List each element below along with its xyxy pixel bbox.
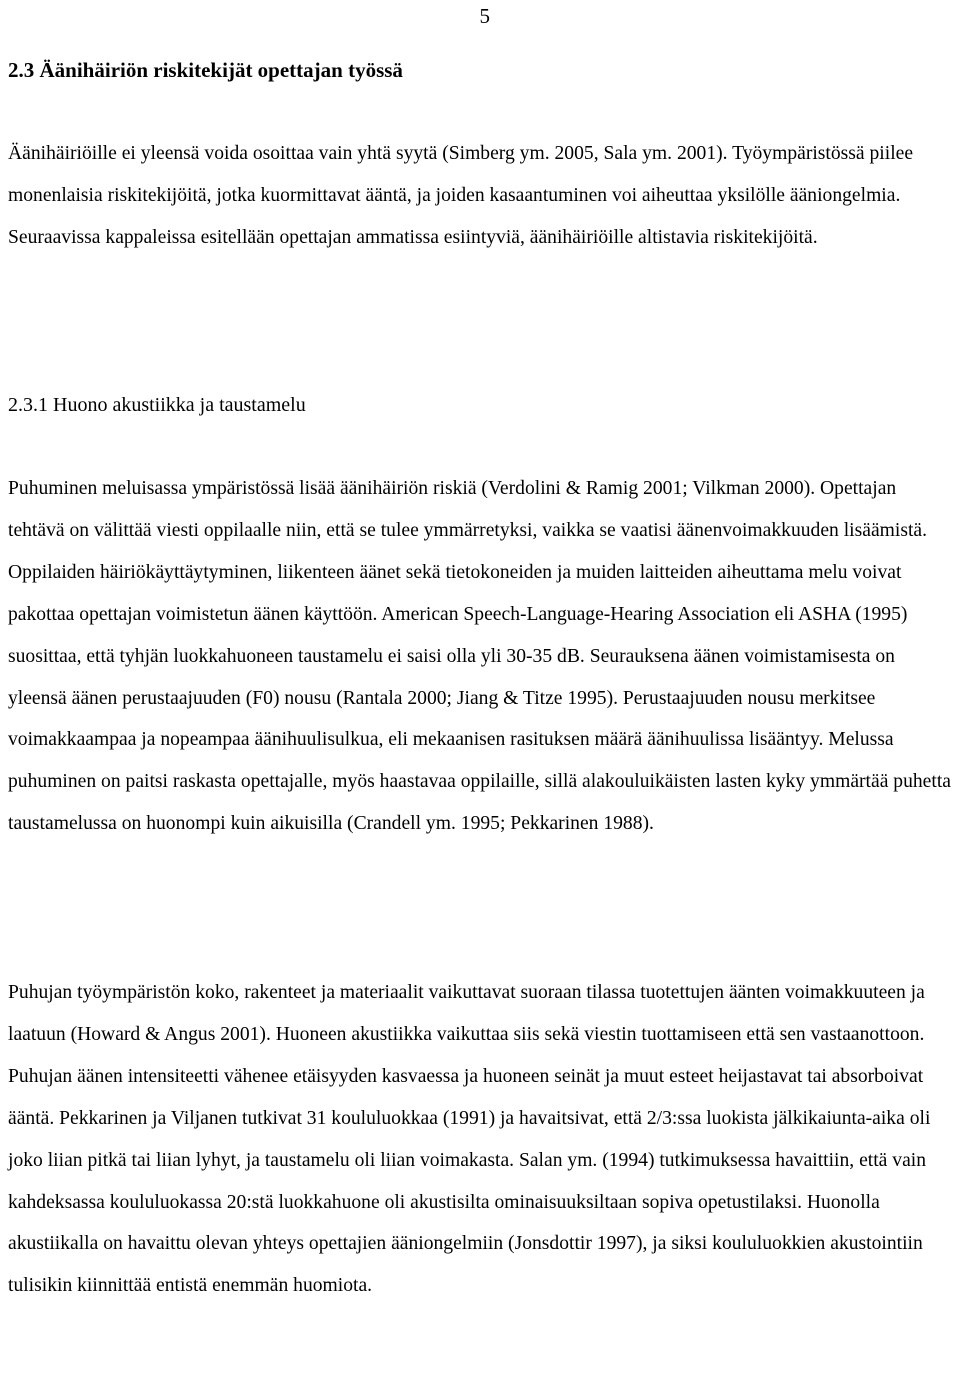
intro-paragraph: Äänihäiriöille ei yleensä voida osoittaa vain yhtä syytä (Simberg ym. 2005, Sala ym. 2001). Työympäristössä piilee monenlaisia riskitekijöitä, jotka kuormittavat ääntä, ja joiden kasaantuminen voi aiheuttaa yksilölle ääniongelmia. Seuraavissa kappaleissa esitellään opettajan ammatissa esiintyviä, äänihäiriöille altistavia riskitekijöitä. xyxy=(8,143,914,248)
page-number: 5 xyxy=(479,4,490,28)
acoustics-paragraph: Puhujan työympäristön koko, rakenteet ja materiaalit vaikuttavat suoraan tilassa tuotettujen äänten voimakkuuteen ja laatuun (Howard & Angus 2001). Huoneen akustiikka vaikuttaa siis sekä viestin tuottamiseen että sen vastaanottoon. Puhujan äänen intensiteetti vähenee etäisyyden kasvaessa ja huoneen seinät ja muut esteet heijastavat tai absorboivat ääntä. Pekkarinen ja Viljanen tutkivat 31 koululuokkaa (1991) ja havaitsivat, että 2/3:ssa luokista jälkikaiunta-aika oli joko liian pitkä tai liian lyhyt, ja taustamelu oli liian voimakasta. Salan ym. (1994) tutkimuksessa havaittiin, että vain kahdeksassa koululuokassa 20:stä luokkahuone oli akustisilta ominaisuuksiltaan sopiva opetustilaksi. Huonolla akustiikalla on havaittu olevan yhteys opettajien ääniongelmiin (Jonsdottir 1997), ja siksi koululuokkien akustointiin tulisikin kiinnittää entistä enemmän huomiota. xyxy=(8,982,931,1297)
noise-paragraph: Puhuminen meluisassa ympäristössä lisää äänihäiriön riskiä (Verdolini & Ramig 2001; Vilkman 2000). Opettajan tehtävä on välittää viesti oppilaalle niin, että se tulee ymmärretyksi, vaikka se vaatisi äänenvoimakkuuden lisäämistä. Oppilaiden häiriökäyttäytyminen, liikenteen äänet sekä tietokoneiden ja muiden laitteiden aiheuttama melu voivat pakottaa opettajan voimistetun äänen käyttöön. American Speech-Language-Hearing Association eli ASHA (1995) suosittaa, että tyhjän luokkahuoneen taustamelu ei saisi olla yli 30-35 dB. Seurauksena äänen voimistamisesta on yleensä äänen perustaajuuden (F0) nousu (Rantala 2000; Jiang & Titze 1995). Perustaajuuden nousu merkitsee voimakkaampaa ja nopeampaa äänihuulisulkua, eli mekaanisen rasituksen määrä äänihuulissa lisääntyy. Melussa puhuminen on paitsi raskasta opettajalle, myös haastavaa oppilaille, sillä alakouluikäisten lasten kyky ymmärtää puhetta taustamelussa on huonompi kuin aikuisilla (Crandell ym. 1995; Pekkarinen 1988). xyxy=(8,478,951,835)
section-heading: 2.3 Äänihäiriön riskitekijät opettajan työssä xyxy=(8,58,403,82)
subsection-heading: 2.3.1 Huono akustiikka ja taustamelu xyxy=(8,394,306,416)
